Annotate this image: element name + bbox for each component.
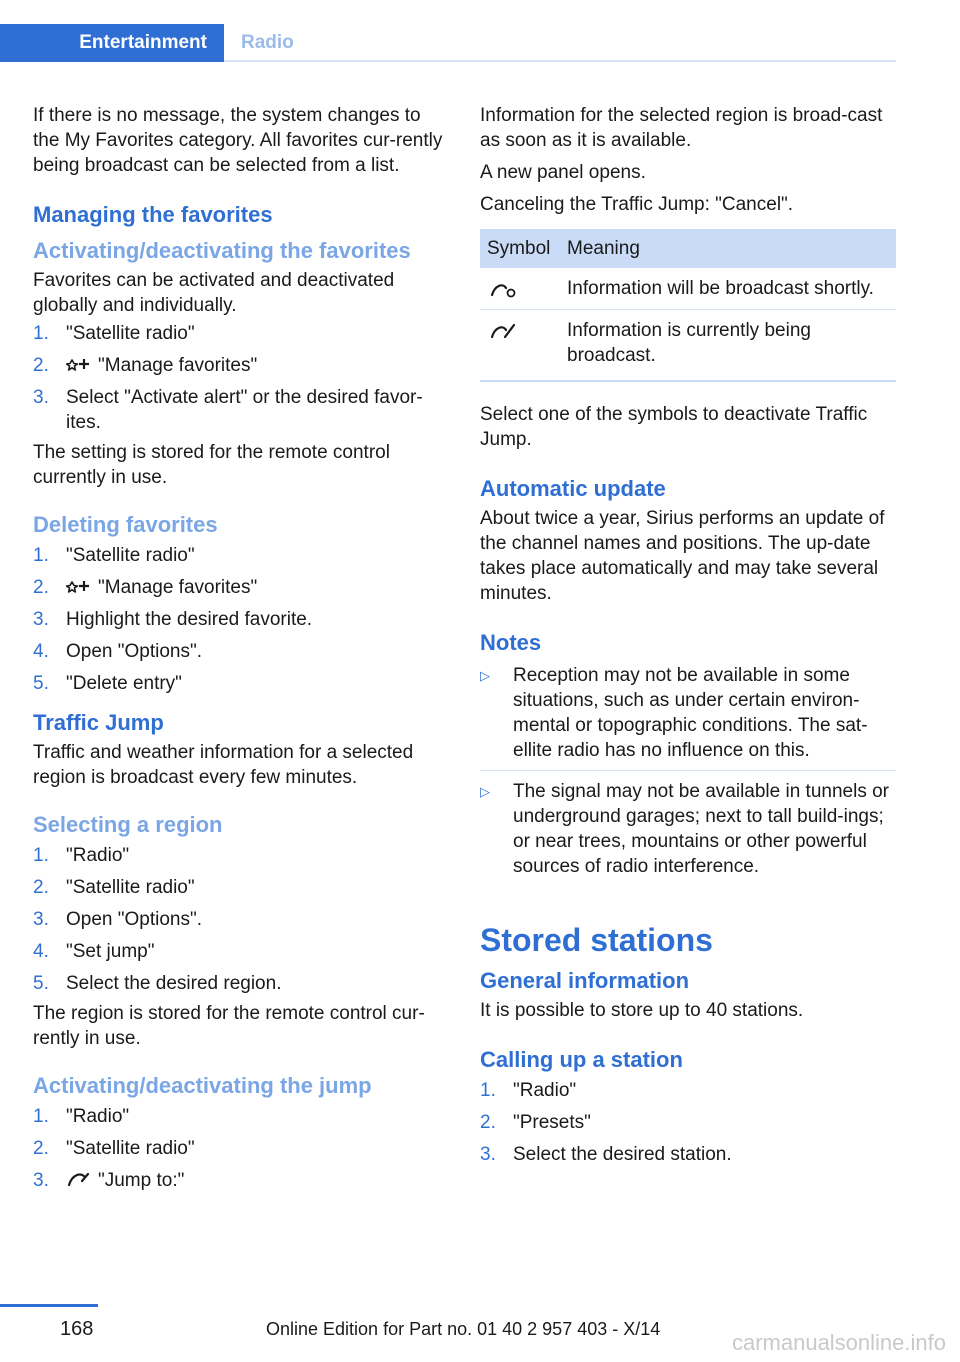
selecting-region-heading: Selecting a region bbox=[33, 812, 223, 837]
table-row bbox=[480, 310, 896, 382]
list-item: 3. "Jump to:" bbox=[33, 1170, 185, 1191]
list-item: 4. "Set jump" bbox=[33, 941, 155, 962]
broadcast-pending-icon bbox=[489, 278, 519, 300]
traffic-jump-icon bbox=[66, 1170, 92, 1188]
tab-radio[interactable]: Radio bbox=[241, 32, 294, 53]
jump-steps-list bbox=[33, 1104, 445, 1193]
activating-favorites-text: Favorites can be activated and deactivated globally and individually. bbox=[33, 270, 395, 316]
activating-note: The setting is stored for the remote control currently in use. bbox=[33, 442, 390, 488]
notes-heading: Notes bbox=[480, 630, 542, 655]
automatic-update-text: About twice a year, Sirius performs an update of the channel names and positions. The up-date takes place automatically and may take several minutes. bbox=[480, 508, 885, 604]
traffic-jump-heading: Traffic Jump bbox=[33, 710, 164, 735]
list-item: 1. "Satellite radio" bbox=[33, 545, 195, 566]
list-item: 3. Select "Activate alert" or the desired favor-ites. bbox=[33, 387, 423, 433]
list-item: 1. "Satellite radio" bbox=[33, 323, 195, 344]
intro-paragraph: If there is no message, the system changes to the My Favorites category. All favorites cur-rently being broadcast can be selected from a list. bbox=[33, 105, 443, 176]
list-item: 3. Select the desired station. bbox=[480, 1144, 732, 1165]
edition-text: Online Edition for Part no. 01 40 2 957 403 - X/14 bbox=[266, 1319, 661, 1339]
calling-station-heading: Calling up a station bbox=[480, 1047, 683, 1072]
triangle-bullet-icon: ▷ bbox=[480, 784, 490, 799]
list-item: 2. "Manage favorites" bbox=[33, 577, 258, 598]
table-cell: Information will be broadcast shortly. bbox=[567, 268, 896, 310]
symbol-table bbox=[480, 229, 896, 382]
activating-steps-list bbox=[33, 321, 445, 435]
list-item: 2. "Manage favorites" bbox=[33, 355, 258, 376]
list-item: 3. Highlight the desired favorite. bbox=[33, 609, 313, 630]
list-item: 2. "Satellite radio" bbox=[33, 1138, 195, 1159]
broadcast-active-icon bbox=[489, 320, 519, 342]
list-item: 1. "Radio" bbox=[33, 1106, 130, 1127]
list-item: 5. "Delete entry" bbox=[33, 673, 182, 694]
list-item: 5. Select the desired region. bbox=[33, 973, 282, 994]
notes-list bbox=[480, 663, 896, 886]
page-number: 168 bbox=[60, 1318, 94, 1340]
tab-underline bbox=[224, 60, 896, 62]
automatic-update-heading: Automatic update bbox=[480, 476, 666, 501]
list-item: 1. "Radio" bbox=[480, 1080, 577, 1101]
favorites-star-icon bbox=[66, 355, 92, 373]
left-column bbox=[33, 103, 445, 1200]
triangle-bullet-icon: ▷ bbox=[480, 668, 490, 683]
calling-steps-list bbox=[480, 1078, 896, 1167]
list-item: 3. Open "Options". bbox=[33, 909, 203, 930]
stored-stations-heading: Stored stations bbox=[480, 922, 713, 958]
managing-favorites-heading: Managing the favorites bbox=[33, 202, 273, 227]
table-cell: Information is currently being broadcast. bbox=[567, 310, 896, 382]
list-item: ▷ Reception may not be available in some situations, such as under certain environ-mental or topographic conditions. The sat-ellite radio has no influence on this. bbox=[480, 663, 896, 771]
list-item: 2. "Presets" bbox=[480, 1112, 591, 1133]
deleting-favorites-heading: Deleting favorites bbox=[33, 512, 218, 537]
region-note: The region is stored for the remote control cur-rently in use. bbox=[33, 1003, 425, 1049]
watermark: carmanualsonline.info bbox=[731, 1330, 946, 1355]
new-panel-text: A new panel opens. bbox=[480, 162, 646, 183]
region-steps-list bbox=[33, 843, 445, 996]
meaning-column-header: Meaning bbox=[567, 229, 896, 268]
symbol-column-header: Symbol bbox=[480, 229, 567, 268]
list-item: 2. "Satellite radio" bbox=[33, 877, 195, 898]
cancel-text: Canceling the Traffic Jump: "Cancel". bbox=[480, 194, 794, 215]
chapter-tab-bar bbox=[0, 24, 896, 62]
select-symbol-text: Select one of the symbols to deactivate Traffic Jump. bbox=[480, 404, 868, 450]
tab-entertainment[interactable]: Entertainment bbox=[0, 24, 224, 62]
deleting-steps-list bbox=[33, 543, 445, 696]
right-column bbox=[480, 103, 896, 1174]
table-header-row bbox=[480, 229, 896, 268]
list-item: ▷ The signal may not be available in tunnels or underground garages; next to tall build-ings; or near trees, mountains or other powerful sources of radio interference. bbox=[480, 781, 890, 877]
table-row bbox=[480, 268, 896, 310]
activating-jump-heading: Activating/deactivating the jump bbox=[33, 1073, 372, 1098]
footer-accent-bar bbox=[0, 1304, 98, 1307]
traffic-jump-text: Traffic and weather information for a selected region is broadcast every few minutes. bbox=[33, 742, 414, 788]
activating-favorites-heading: Activating/deactivating the favorites bbox=[33, 238, 411, 263]
list-item: 1. "Radio" bbox=[33, 845, 130, 866]
favorites-star-icon bbox=[66, 577, 92, 595]
general-information-text: It is possible to store up to 40 stations. bbox=[480, 1000, 804, 1021]
info-paragraph: Information for the selected region is broad-cast as soon as it is available. bbox=[480, 105, 883, 151]
list-item: 4. Open "Options". bbox=[33, 641, 203, 662]
general-information-heading: General information bbox=[480, 968, 690, 993]
